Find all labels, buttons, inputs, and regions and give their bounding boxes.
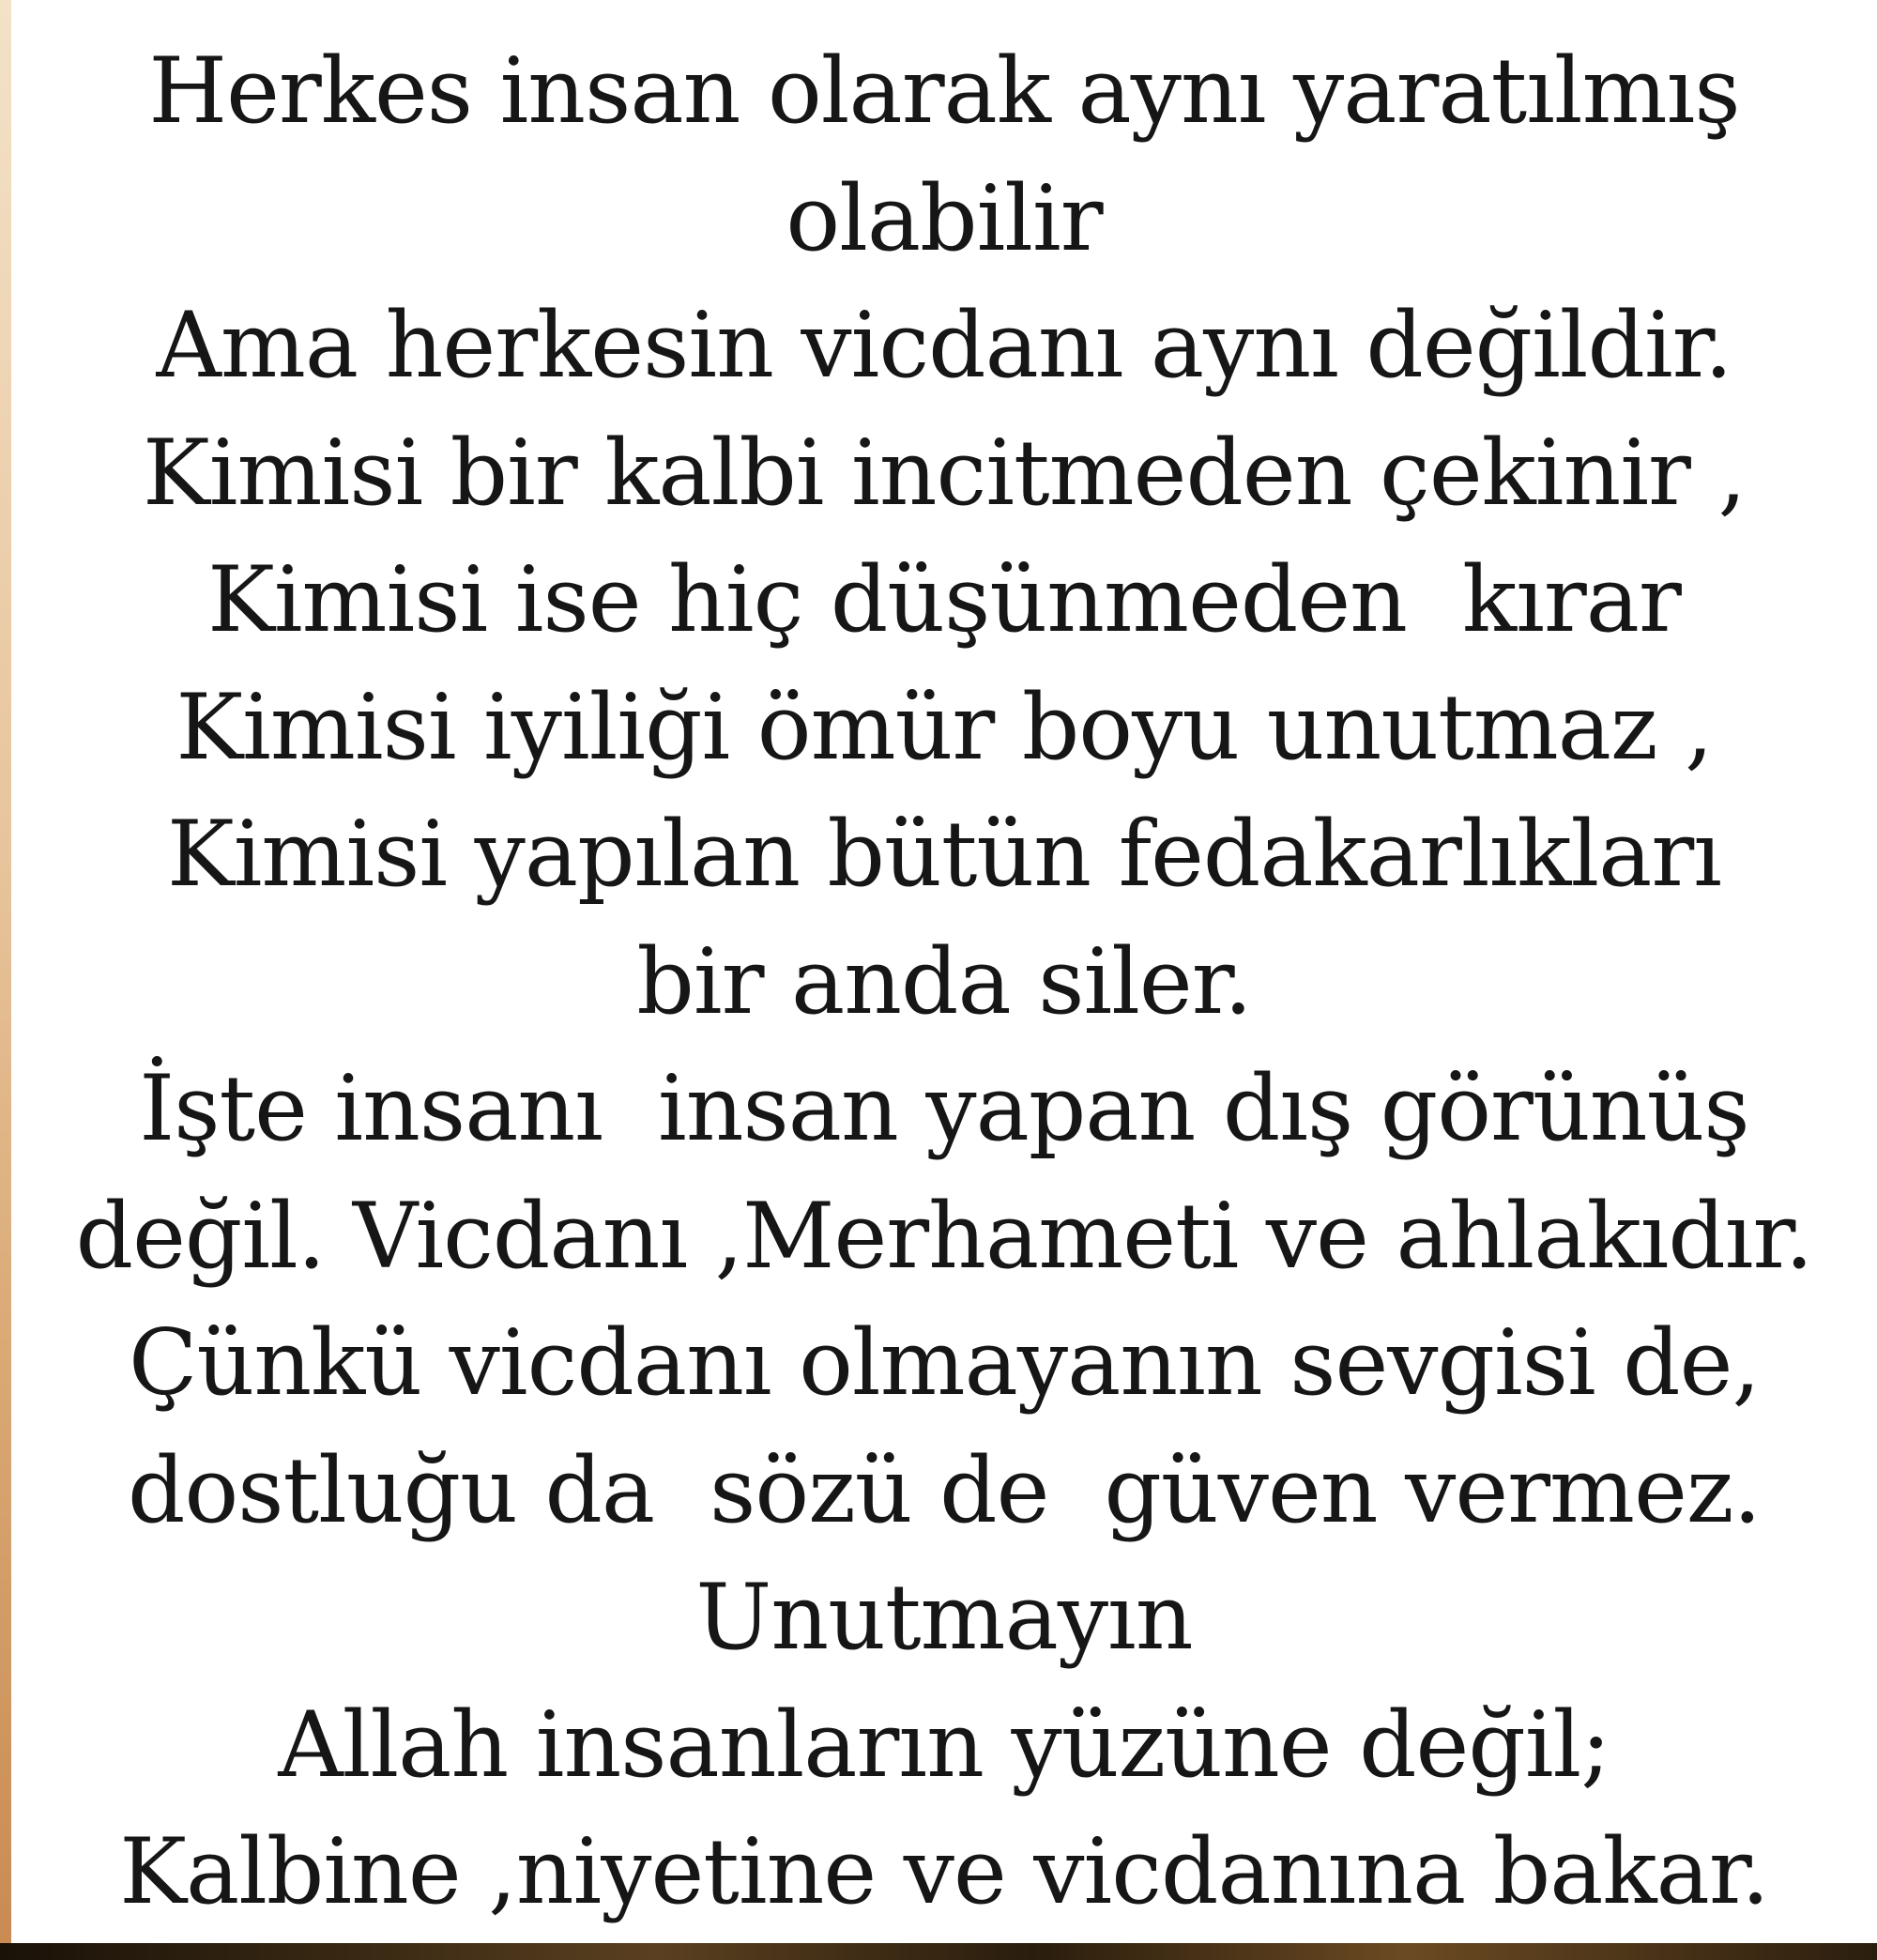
quote-line-13: Unutmayın bbox=[695, 1565, 1193, 1670]
quote-line-4: Kimisi bir kalbi incitmeden çekinir , bbox=[143, 420, 1746, 526]
background-edge-bottom bbox=[0, 1943, 1877, 1960]
quote-line-8: bir anda siler. bbox=[636, 928, 1252, 1034]
quote-card bbox=[11, 0, 1877, 1943]
quote-line-14: Allah insanların yüzüne değil; bbox=[278, 1692, 1610, 1798]
quote-line-3: Ama herkesin vicdanı aynı değildir. bbox=[156, 293, 1732, 398]
quote-line-6: Kimisi iyiliği ömür boyu unutmaz , bbox=[175, 674, 1713, 780]
quote-line-12: dostluğu da sözü de güven vermez. bbox=[128, 1437, 1761, 1543]
quote-line-15: Kalbine ,niyetine ve vicdanına bakar. bbox=[119, 1819, 1769, 1924]
quote-line-2: olabilir bbox=[786, 165, 1103, 271]
quote-line-1: Herkes insan olarak aynı yaratılmış bbox=[148, 38, 1740, 144]
quote-line-10: değil. Vicdanı ,Merhameti ve ahlakıdır. bbox=[75, 1183, 1813, 1289]
quote-line-5: Kimisi ise hiç düşünmeden kırar bbox=[207, 547, 1681, 652]
quote-line-11: Çünkü vicdanı olmayanın sevgisi de, bbox=[129, 1310, 1760, 1416]
quote-line-9: İşte insanı insan yapan dış görünüş bbox=[139, 1056, 1749, 1161]
background-edge-left bbox=[0, 0, 11, 1960]
quote-line-7: Kimisi yapılan bütün fedakarlıkları bbox=[166, 802, 1721, 907]
